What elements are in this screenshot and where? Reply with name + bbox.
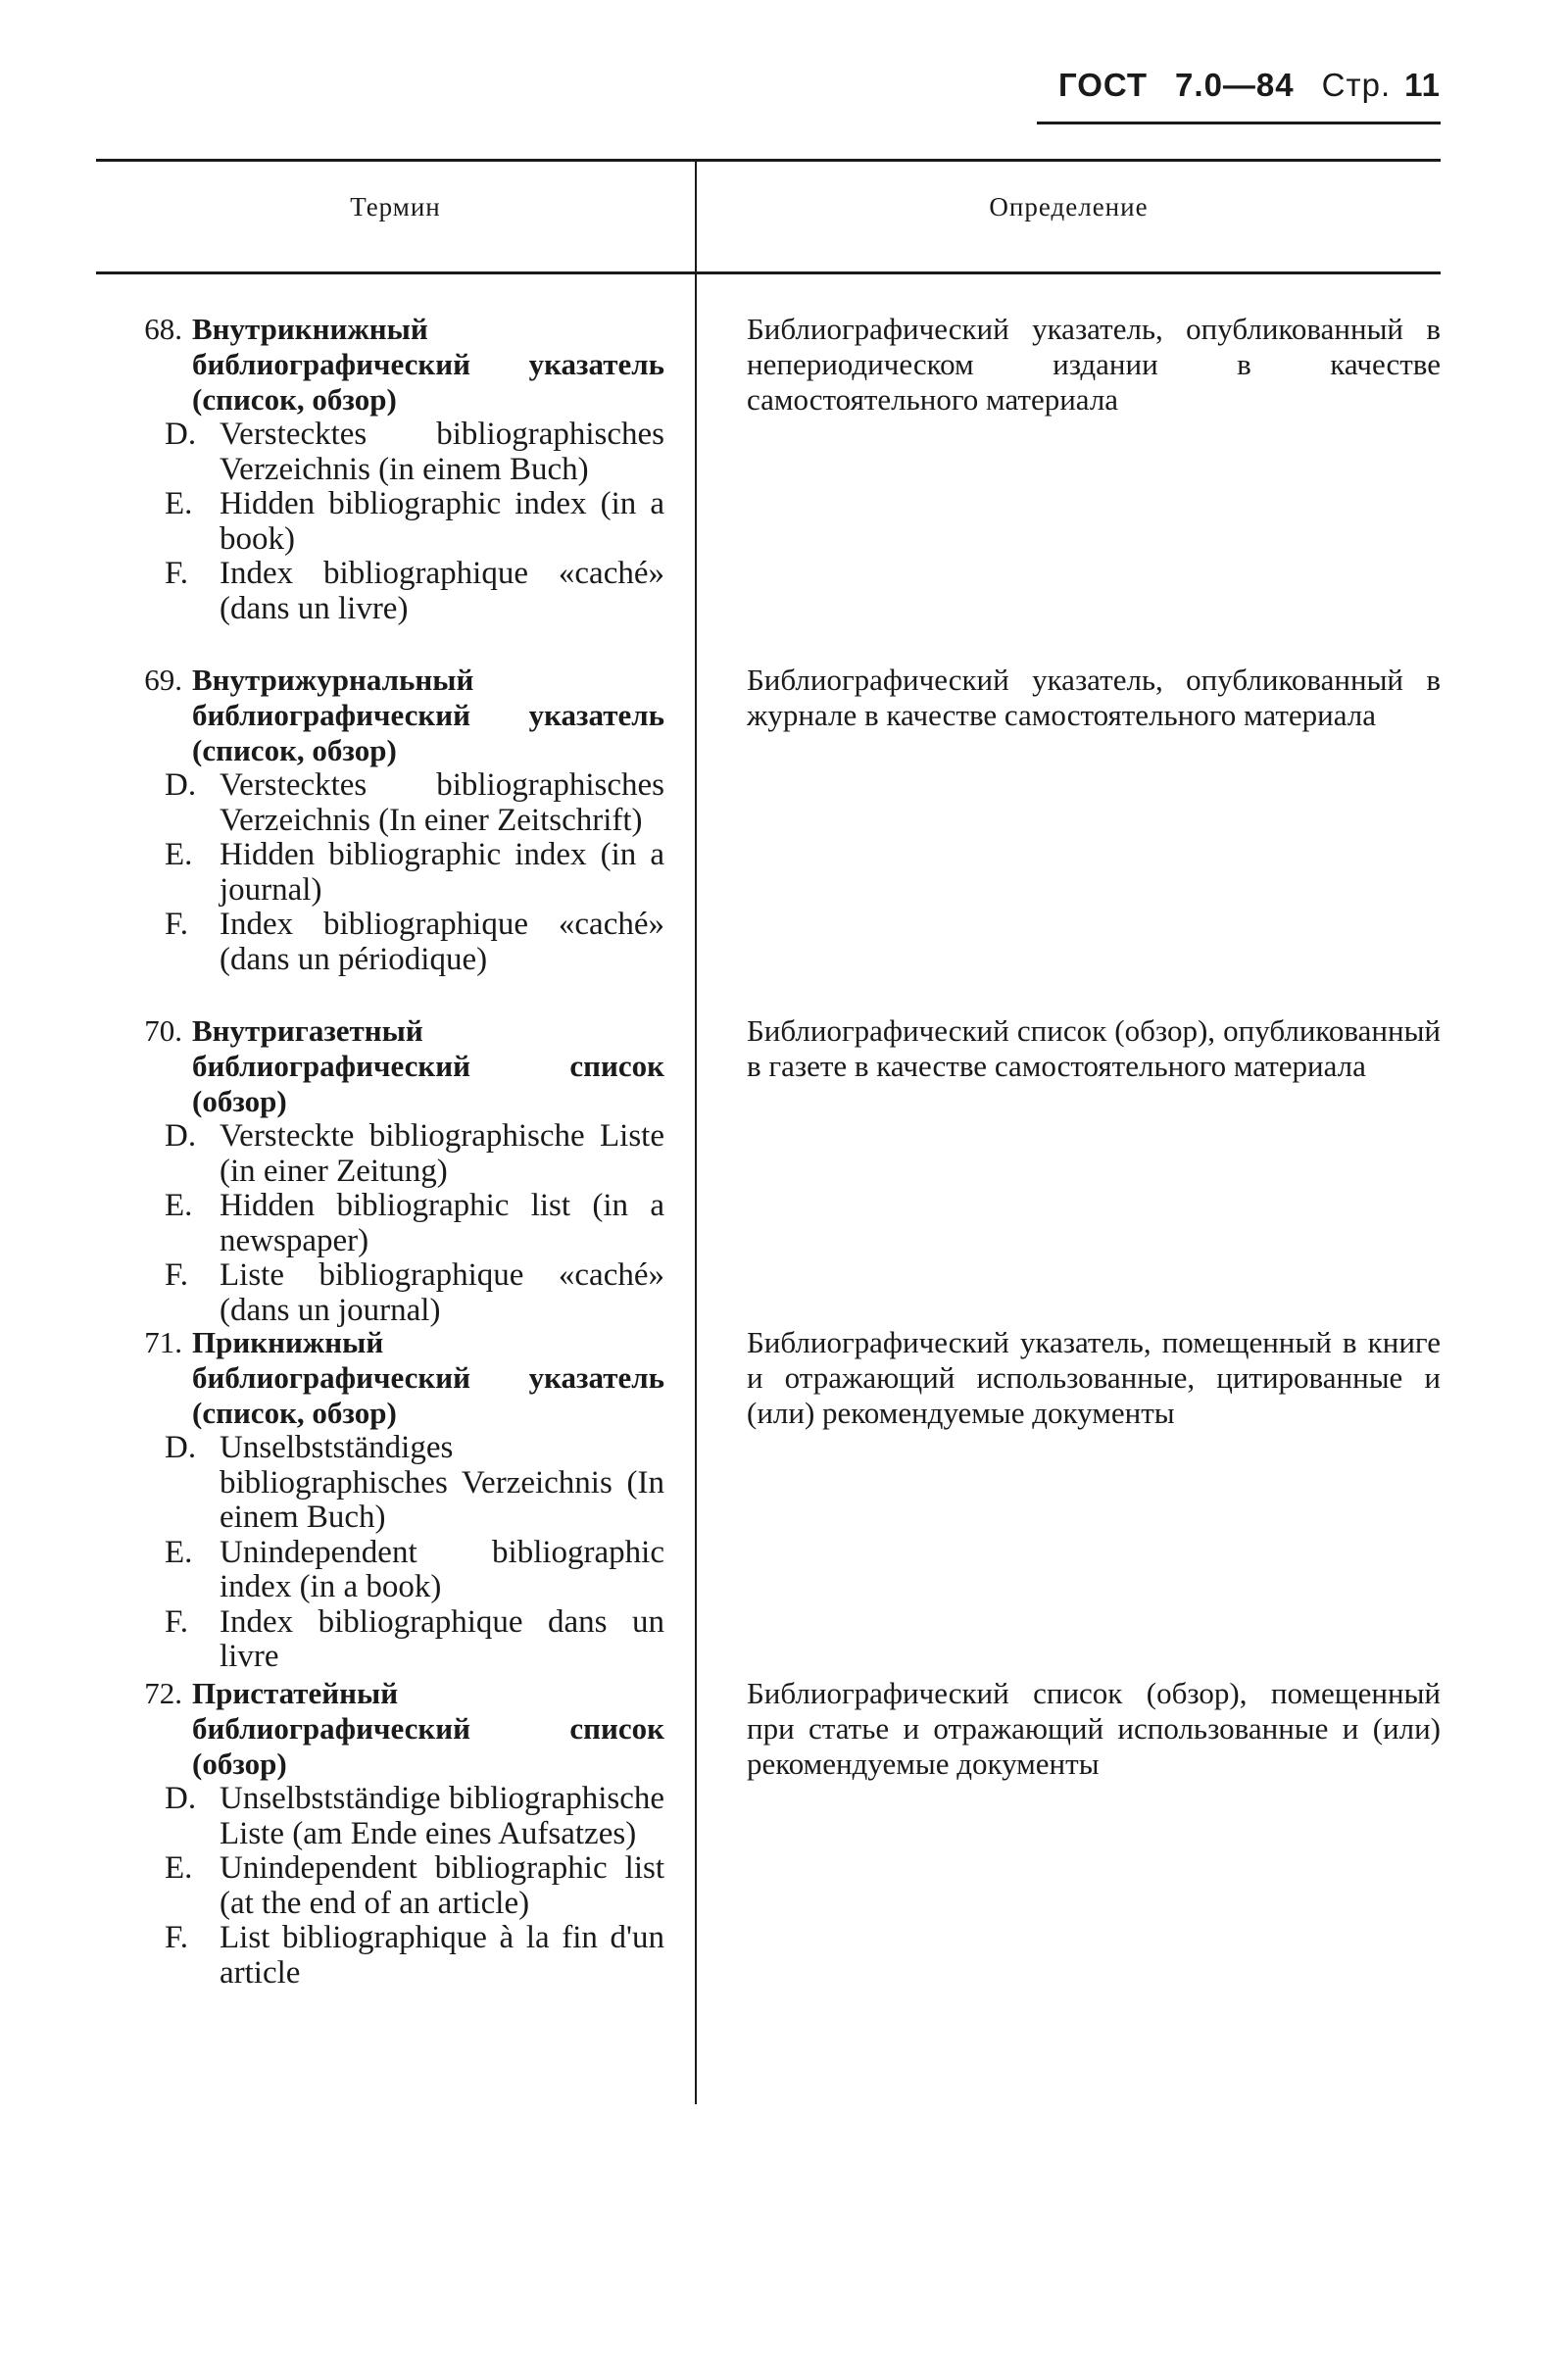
- column-header-definition: Определение: [989, 192, 1149, 221]
- equivalent-text: Unindependent bibliographic index (in a book): [220, 1534, 664, 1604]
- lang-code: D.: [165, 1781, 197, 1816]
- term-cell: [96, 1676, 664, 1991]
- equivalent-fr: [96, 1258, 664, 1328]
- definition-cell: Библиографический указатель, опубликованный в непериодическом издании в качестве самостоятельного материала: [747, 312, 1441, 417]
- equivalent-de: [96, 418, 664, 487]
- term-number: 68.: [144, 312, 182, 346]
- equivalent-text: Unindependent bibliographic list (at the end of an article): [220, 1850, 664, 1921]
- term-title: Внутрикнижный библиографический указатель (список, обзор): [192, 312, 664, 417]
- equivalent-de: [96, 1431, 664, 1536]
- column-header-term: Термин: [350, 192, 441, 221]
- equivalent-text: Index bibliographique dans un livre: [220, 1603, 664, 1674]
- lang-code: D.: [165, 417, 197, 452]
- term-heading: [96, 312, 664, 418]
- equivalent-text: Verstecktes bibliographisches Verzeichnis (in einem Buch): [220, 417, 664, 487]
- term-number: 72.: [144, 1676, 182, 1710]
- term-title: Внутрижурнальный библиографический указатель (список, обзор): [192, 663, 664, 767]
- equivalent-fr: [96, 908, 664, 977]
- equivalent-text: Hidden bibliographic list (in a newspaper): [220, 1188, 664, 1258]
- equivalent-text: Liste bibliographique «caché» (dans un journal): [220, 1257, 664, 1328]
- term-number: 69.: [144, 663, 182, 697]
- page-indicator: [1322, 67, 1441, 104]
- standard-code: 7.0—84: [1175, 67, 1295, 103]
- equivalent-de: [96, 768, 664, 838]
- lang-code: F.: [165, 1257, 188, 1293]
- term-cell: [96, 312, 664, 626]
- lang-code: F.: [165, 1920, 188, 1955]
- equivalent-de: [96, 1119, 664, 1189]
- equivalent-text: Hidden bibliographic index (in a journal): [220, 837, 664, 908]
- term-heading: [96, 1013, 664, 1119]
- term-heading: [96, 1676, 664, 1782]
- equivalent-text: Versteckte bibliographische Liste (in einer Zeitung): [220, 1118, 664, 1189]
- lang-code: E.: [165, 1534, 193, 1570]
- lang-code: E.: [165, 1850, 193, 1886]
- equivalent-fr: [96, 1605, 664, 1675]
- equivalent-text: Unselbstständige bibliographische Liste (am Ende eines Aufsatzes): [220, 1781, 664, 1851]
- term-title: Пристатейный библиографический список (обзор): [192, 1676, 664, 1781]
- term-number: 70.: [144, 1013, 182, 1048]
- definition-cell: Библиографический список (обзор), помещенный при статье и отражающий использованные и (или) рекомендуемые документы: [747, 1676, 1441, 1781]
- equivalent-en: [96, 838, 664, 908]
- equivalent-text: Index bibliographique «caché» (dans un livre): [220, 556, 664, 626]
- definition-cell: Библиографический указатель, опубликованный в журнале в качестве самостоятельного материала: [747, 663, 1441, 732]
- lang-code: E.: [165, 837, 193, 872]
- lang-code: D.: [165, 1430, 197, 1465]
- table-header-rule: [96, 271, 1441, 274]
- equivalent-text: Verstecktes bibliographisches Verzeichnis (In einer Zeitschrift): [220, 767, 664, 838]
- equivalent-text: Hidden bibliographic index (in a book): [220, 486, 664, 557]
- definition-cell: Библиографический список (обзор), опубликованный в газете в качестве самостоятельного материала: [747, 1013, 1441, 1083]
- term-heading: [96, 663, 664, 768]
- term-title: Прикнижный библиографический указатель (список, обзор): [192, 1325, 664, 1430]
- page-header: [1029, 67, 1441, 122]
- term-title: Внутригазетный библиографический список (обзор): [192, 1013, 664, 1118]
- definition-cell: Библиографический указатель, помещенный в книге и отражающий использованные, цитированные и (или) рекомендуемые документы: [747, 1325, 1441, 1430]
- lang-code: E.: [165, 486, 193, 521]
- term-cell: [96, 1013, 664, 1328]
- equivalent-text: Unselbstständiges bibliographisches Verzeichnis (In einem Buch): [220, 1430, 664, 1535]
- equivalent-en: [96, 487, 664, 557]
- equivalent-text: Index bibliographique «caché» (dans un périodique): [220, 907, 664, 977]
- page-label: Стр.: [1321, 67, 1392, 103]
- lang-code: F.: [165, 1603, 188, 1640]
- term-number: 71.: [144, 1325, 182, 1359]
- table-top-rule: [96, 159, 1441, 162]
- term-cell: [96, 1325, 664, 1675]
- standard-label: ГОСТ: [1057, 67, 1149, 103]
- equivalent-de: [96, 1782, 664, 1851]
- header-underline: [1037, 122, 1441, 124]
- equivalent-en: [96, 1189, 664, 1258]
- equivalent-en: [96, 1536, 664, 1605]
- equivalent-fr: [96, 1921, 664, 1991]
- column-divider: [695, 159, 697, 2104]
- page-number: 11: [1404, 67, 1441, 103]
- equivalent-text: List bibliographique à la fin d'un article: [220, 1920, 664, 1991]
- term-cell: [96, 663, 664, 977]
- lang-code: F.: [165, 556, 188, 591]
- lang-code: D.: [165, 767, 197, 803]
- term-heading: [96, 1325, 664, 1431]
- equivalent-en: [96, 1851, 664, 1921]
- equivalent-fr: [96, 557, 664, 626]
- lang-code: F.: [165, 907, 188, 942]
- lang-code: E.: [165, 1188, 193, 1223]
- lang-code: D.: [165, 1118, 197, 1154]
